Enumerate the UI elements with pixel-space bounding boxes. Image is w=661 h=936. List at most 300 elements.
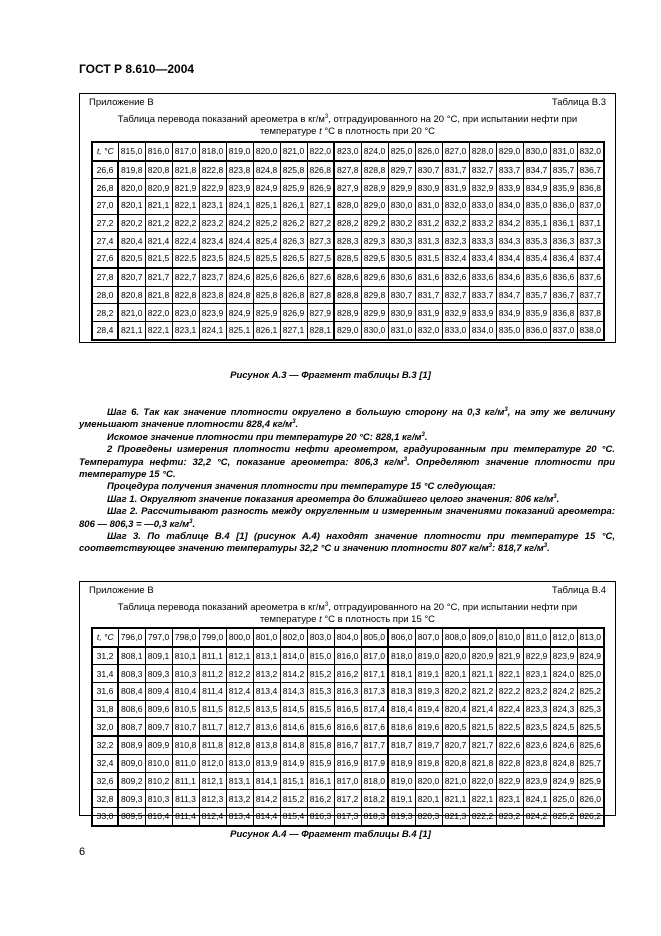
table-cell: 827,1 — [280, 321, 307, 339]
table-cell: 836,7 — [577, 161, 604, 179]
table-row — [92, 250, 604, 268]
table-cell: 816,2 — [307, 790, 334, 808]
table-cell: 811,3 — [172, 790, 199, 808]
table-cell: 827,5 — [307, 250, 334, 268]
table-cell: 812,4 — [199, 807, 226, 825]
table-cell: 817,1 — [361, 665, 388, 683]
table-cell: 811,0 — [172, 754, 199, 772]
table-cell: 835,3 — [523, 232, 550, 250]
density-header-cell: 811,0 — [523, 628, 550, 647]
table-cell: 825,9 — [280, 179, 307, 197]
table-cell: 811,7 — [199, 718, 226, 736]
table-cell: 834,0 — [469, 321, 496, 339]
table-cell: 825,7 — [577, 754, 604, 772]
table-cell: 817,6 — [361, 718, 388, 736]
table-cell: 821,5 — [145, 250, 172, 268]
table-cell: 829,7 — [388, 161, 415, 179]
table-cell: 822,4 — [172, 232, 199, 250]
body-text — [79, 407, 615, 556]
table-cell: 819,1 — [415, 665, 442, 683]
paragraph-example2: 2 Проведены измерения плотности нефти ареометром, градуированным при температуре 20 °С. Температура нефти: 32,2 °С, показание ареометра: 806,3 $кг/м^3$. Определяют значение плотности при температуре 15 °С. — [79, 444, 615, 481]
table-cell: 822,8 — [172, 286, 199, 304]
table-row — [92, 790, 604, 808]
density-header-cell: 827,0 — [442, 142, 469, 161]
table-cell: 828,8 — [334, 286, 361, 304]
table-cell: 821,8 — [469, 754, 496, 772]
table-cell: 824,2 — [550, 683, 577, 701]
table-cell: 823,8 — [199, 286, 226, 304]
table-cell: 837,3 — [577, 232, 604, 250]
density-header-cell: 812,0 — [550, 628, 577, 647]
table-cell: 832,7 — [469, 161, 496, 179]
density-header-cell: 815,0 — [118, 142, 145, 161]
table-cell: 817,9 — [361, 754, 388, 772]
density-header-cell: 831,0 — [550, 142, 577, 161]
table-cell: 810,1 — [172, 647, 199, 665]
table-cell: 815,4 — [280, 807, 307, 825]
table-cell: 824,8 — [226, 286, 253, 304]
table-cell: 822,0 — [469, 772, 496, 790]
table-cell: 820,2 — [118, 214, 145, 232]
table-cell: 822,2 — [172, 214, 199, 232]
table-cell: 820,8 — [145, 161, 172, 179]
table-cell: 821,0 — [118, 304, 145, 322]
table-cell: 829,9 — [388, 179, 415, 197]
table-cell: 822,2 — [496, 683, 523, 701]
table-cell: 813,0 — [226, 754, 253, 772]
table-cell: 832,7 — [442, 286, 469, 304]
table-cell: 836,7 — [550, 286, 577, 304]
table-cell: 820,9 — [469, 647, 496, 665]
table-cell: 813,1 — [226, 772, 253, 790]
table-cell: 824,1 — [226, 197, 253, 215]
table-cell: 822,9 — [523, 647, 550, 665]
table-row — [92, 736, 604, 754]
table-cell: 832,6 — [442, 268, 469, 286]
table-cell: 819,0 — [388, 772, 415, 790]
table-cell: 819,8 — [118, 161, 145, 179]
paragraph-step2: Шаг 2. Рассчитывают разность между округленным и измеренным значениями показаний ареометра: 806 — 806,3 = —0,3 $кг/м^3$. — [79, 506, 615, 530]
table-cell: 833,9 — [469, 304, 496, 322]
table-cell: 813,6 — [253, 718, 280, 736]
temperature-header-cell: t, °C — [92, 628, 118, 647]
table-cell: 812,8 — [226, 736, 253, 754]
table-cell: 815,0 — [307, 647, 334, 665]
paragraph-step3: Шаг 3. По таблице В.4 [1] (рисунок А.4) находят значение плотности при температуре 15 °С, соответствующее значению температуры 32,2 °С и значению плотности 807 $кг/м^3$: 818,7 $кг/м^3$. — [79, 531, 615, 555]
density-header-cell: 817,0 — [172, 142, 199, 161]
table-cell: 813,1 — [253, 647, 280, 665]
table-cell: 812,1 — [226, 647, 253, 665]
table-cell: 837,6 — [577, 268, 604, 286]
table-cell: 832,9 — [469, 179, 496, 197]
table-cell: 810,0 — [145, 754, 172, 772]
table-cell: 813,4 — [226, 807, 253, 825]
table-cell: 829,2 — [361, 214, 388, 232]
table-cell: 815,3 — [307, 683, 334, 701]
density-header-cell: 819,0 — [226, 142, 253, 161]
density-header-cell: 832,0 — [577, 142, 604, 161]
density-header-cell: 823,0 — [334, 142, 361, 161]
table-cell: 825,6 — [577, 736, 604, 754]
table-cell: 814,0 — [280, 647, 307, 665]
table-row — [92, 286, 604, 304]
table-cell: 829,8 — [361, 286, 388, 304]
table-cell: 33,0 — [92, 807, 118, 825]
table-cell: 825,6 — [253, 268, 280, 286]
table-cell: 821,4 — [469, 700, 496, 718]
table-cell: 32,0 — [92, 718, 118, 736]
table-cell: 833,2 — [469, 214, 496, 232]
table-cell: 823,8 — [226, 161, 253, 179]
table-cell: 821,7 — [145, 268, 172, 286]
table-cell: 826,8 — [307, 161, 334, 179]
table-cell: 825,2 — [550, 807, 577, 825]
table-cell: 828,2 — [334, 214, 361, 232]
table-cell: 814,4 — [253, 807, 280, 825]
table-cell: 833,7 — [469, 286, 496, 304]
density-header-cell: 797,0 — [145, 628, 172, 647]
table-cell: 812,5 — [226, 700, 253, 718]
density-header-cell: 809,0 — [469, 628, 496, 647]
table-cell: 826,9 — [280, 304, 307, 322]
table-cell: 820,8 — [442, 754, 469, 772]
table-cell: 31,6 — [92, 683, 118, 701]
table-cell: 821,2 — [469, 683, 496, 701]
table-cell: 829,3 — [361, 232, 388, 250]
table-cell: 831,5 — [415, 250, 442, 268]
table-cell: 811,8 — [199, 736, 226, 754]
table-cell: 812,2 — [226, 665, 253, 683]
table-cell: 833,7 — [496, 161, 523, 179]
density-header-cell: 796,0 — [118, 628, 145, 647]
table-cell: 815,2 — [280, 790, 307, 808]
table-cell: 822,1 — [496, 665, 523, 683]
table-cell: 28,0 — [92, 286, 118, 304]
table-cell: 813,8 — [253, 736, 280, 754]
table-cell: 811,5 — [199, 700, 226, 718]
table-cell: 822,4 — [496, 700, 523, 718]
table-cell: 834,7 — [523, 161, 550, 179]
density-header-cell: 818,0 — [199, 142, 226, 161]
table-row — [92, 807, 604, 825]
table-cell: 809,7 — [145, 718, 172, 736]
table-cell: 816,6 — [334, 718, 361, 736]
table-cell: 823,9 — [226, 179, 253, 197]
table-cell: 828,0 — [334, 197, 361, 215]
table-caption-line1: Таблица перевода показаний ареометра в $кг/м^3$, отградуированного на 20 °С, при испытании нефти при — [117, 602, 578, 613]
table-cell: 823,9 — [199, 304, 226, 322]
table-cell: 820,0 — [118, 179, 145, 197]
table-cell: 821,7 — [469, 736, 496, 754]
table-cell: 834,2 — [496, 214, 523, 232]
table-cell: 824,5 — [226, 250, 253, 268]
table-cell: 814,2 — [253, 790, 280, 808]
table-cell: 811,4 — [172, 807, 199, 825]
table-cell: 814,9 — [280, 754, 307, 772]
table-cell: 821,8 — [145, 286, 172, 304]
table-cell: 811,2 — [199, 665, 226, 683]
table-cell: 833,4 — [469, 250, 496, 268]
paragraph-step6: Шаг 6. Так как значение плотности округлено в большую сторону на 0,3 $кг/м^3$, на эту же величину уменьшают значение плотности 828,4 $кг/м^3$. — [79, 407, 615, 431]
table-cell: 823,7 — [199, 268, 226, 286]
table-cell: 823,2 — [496, 807, 523, 825]
density-header-cell: 800,0 — [226, 628, 253, 647]
table-cell: 836,6 — [550, 268, 577, 286]
table-cell: 824,8 — [550, 754, 577, 772]
table-cell: 819,1 — [388, 790, 415, 808]
table-cell: 825,0 — [577, 665, 604, 683]
table-row — [92, 700, 604, 718]
table-cell: 837,8 — [577, 304, 604, 322]
table-cell: 836,8 — [550, 304, 577, 322]
table-row — [92, 268, 604, 286]
table-cell: 819,6 — [415, 718, 442, 736]
table-cell: 834,4 — [496, 250, 523, 268]
table-cell: 820,2 — [442, 683, 469, 701]
table-cell: 834,0 — [496, 197, 523, 215]
table-cell: 825,1 — [226, 321, 253, 339]
table-cell: 816,5 — [334, 700, 361, 718]
table-cell: 836,4 — [550, 250, 577, 268]
table-cell: 826,2 — [280, 214, 307, 232]
table-cell: 835,6 — [523, 268, 550, 286]
table-cell: 813,9 — [253, 754, 280, 772]
table-cell: 834,9 — [523, 179, 550, 197]
table-cell: 836,8 — [577, 179, 604, 197]
table-cell: 838,0 — [577, 321, 604, 339]
table-cell: 827,9 — [307, 304, 334, 322]
table-cell: 816,7 — [334, 736, 361, 754]
table-cell: 824,5 — [550, 718, 577, 736]
table-cell: 826,3 — [280, 232, 307, 250]
table-cell: 815,8 — [307, 736, 334, 754]
table-cell: 818,7 — [388, 736, 415, 754]
density-header-cell: 807,0 — [415, 628, 442, 647]
density-header-cell: 804,0 — [334, 628, 361, 647]
table-cell: 817,3 — [334, 807, 361, 825]
table-cell: 835,7 — [550, 161, 577, 179]
figure-caption-a4: Рисунок А.4 — Фрагмент таблицы В.4 [1] — [230, 829, 431, 840]
density-header-cell: 822,0 — [307, 142, 334, 161]
table-cell: 813,4 — [253, 683, 280, 701]
table-cell: 28,4 — [92, 321, 118, 339]
table-cell: 832,0 — [442, 197, 469, 215]
table-cell: 821,3 — [442, 807, 469, 825]
table-cell: 837,1 — [577, 214, 604, 232]
table-cell: 828,9 — [334, 304, 361, 322]
table-cell: 825,3 — [577, 700, 604, 718]
table-cell: 825,5 — [577, 718, 604, 736]
page-number: 6 — [79, 846, 86, 858]
table-cell: 822,5 — [496, 718, 523, 736]
table-cell: 829,5 — [361, 250, 388, 268]
table-row — [92, 683, 604, 701]
density-header-cell: 826,0 — [415, 142, 442, 161]
density-header-cell: 802,0 — [280, 628, 307, 647]
table-cell: 829,0 — [361, 197, 388, 215]
table-cell: 831,0 — [415, 197, 442, 215]
table-cell: 833,6 — [469, 268, 496, 286]
table-cell: 826,1 — [280, 197, 307, 215]
table-cell: 822,9 — [199, 179, 226, 197]
table-cell: 27,4 — [92, 232, 118, 250]
table-cell: 831,7 — [415, 286, 442, 304]
table-cell: 820,0 — [415, 772, 442, 790]
density-header-cell: 830,0 — [523, 142, 550, 161]
density-header-cell: 805,0 — [361, 628, 388, 647]
table-cell: 826,5 — [280, 250, 307, 268]
table-cell: 825,4 — [253, 232, 280, 250]
table-row — [92, 718, 604, 736]
table-cell: 836,0 — [523, 321, 550, 339]
table-cell: 26,6 — [92, 161, 118, 179]
table-cell: 824,9 — [577, 647, 604, 665]
table-cell: 820,1 — [442, 665, 469, 683]
table-cell: 825,2 — [577, 683, 604, 701]
table-cell: 833,3 — [469, 232, 496, 250]
table-cell: 817,3 — [361, 683, 388, 701]
table-cell: 824,3 — [550, 700, 577, 718]
figure-caption-a3: Рисунок А.3 — Фрагмент таблицы В.3 [1] — [230, 370, 431, 381]
table-figure-b3 — [79, 93, 616, 343]
table-cell: 809,6 — [145, 700, 172, 718]
density-header-cell: 803,0 — [307, 628, 334, 647]
table-cell: 812,1 — [199, 772, 226, 790]
table-cell: 32,8 — [92, 790, 118, 808]
density-header-cell: 824,0 — [361, 142, 388, 161]
table-cell: 830,0 — [388, 197, 415, 215]
table-cell: 826,1 — [253, 321, 280, 339]
table-cell: 824,9 — [226, 304, 253, 322]
table-cell: 825,2 — [253, 214, 280, 232]
table-cell: 812,4 — [226, 683, 253, 701]
table-cell: 825,1 — [253, 197, 280, 215]
table-cell: 820,4 — [442, 700, 469, 718]
table-cell: 821,8 — [172, 161, 199, 179]
table-cell: 827,8 — [334, 161, 361, 179]
table-cell: 832,9 — [442, 304, 469, 322]
table-cell: 813,2 — [253, 665, 280, 683]
table-cell: 835,9 — [550, 179, 577, 197]
density-header-cell: 829,0 — [496, 142, 523, 161]
density-header-cell: 799,0 — [199, 628, 226, 647]
table-number: Таблица В.3 — [551, 97, 606, 108]
table-cell: 822,8 — [199, 161, 226, 179]
table-cell: 820,5 — [118, 250, 145, 268]
table-cell: 815,5 — [307, 700, 334, 718]
table-cell: 816,9 — [334, 754, 361, 772]
table-cell: 820,7 — [442, 736, 469, 754]
density-header-cell: 810,0 — [496, 628, 523, 647]
table-cell: 830,7 — [388, 286, 415, 304]
table-cell: 836,3 — [550, 232, 577, 250]
table-cell: 826,9 — [307, 179, 334, 197]
table-cell: 837,0 — [550, 321, 577, 339]
table-cell: 826,6 — [280, 268, 307, 286]
table-cell: 837,0 — [577, 197, 604, 215]
table-cell: 828,3 — [334, 232, 361, 250]
table-cell: 827,3 — [307, 232, 334, 250]
table-cell: 809,9 — [145, 736, 172, 754]
table-row — [92, 197, 604, 215]
table-cell: 830,9 — [415, 179, 442, 197]
table-cell: 830,0 — [361, 321, 388, 339]
table-cell: 811,1 — [199, 647, 226, 665]
table-cell: 817,2 — [334, 790, 361, 808]
table-cell: 821,1 — [145, 197, 172, 215]
table-cell: 818,1 — [388, 665, 415, 683]
table-cell: 835,0 — [496, 321, 523, 339]
table-row — [92, 304, 604, 322]
table-caption-line2: температуре t °С в плотность при 15 °С — [259, 614, 436, 625]
table-cell: 833,0 — [442, 321, 469, 339]
table-cell: 817,0 — [334, 772, 361, 790]
table-cell: 824,6 — [550, 736, 577, 754]
table-cell: 821,9 — [172, 179, 199, 197]
table-cell: 828,6 — [334, 268, 361, 286]
table-cell: 823,5 — [199, 250, 226, 268]
table-cell: 809,0 — [118, 754, 145, 772]
table-cell: 814,5 — [280, 700, 307, 718]
table-cell: 31,4 — [92, 665, 118, 683]
table-cell: 823,6 — [523, 736, 550, 754]
table-cell: 814,6 — [280, 718, 307, 736]
table-cell: 828,5 — [334, 250, 361, 268]
table-cell: 835,0 — [523, 197, 550, 215]
table-cell: 816,0 — [334, 647, 361, 665]
table-cell: 835,1 — [523, 214, 550, 232]
table-cell: 819,3 — [415, 683, 442, 701]
table-cell: 820,1 — [415, 790, 442, 808]
table-cell: 819,4 — [415, 700, 442, 718]
table-cell: 808,9 — [118, 736, 145, 754]
table-cell: 834,9 — [496, 304, 523, 322]
table-cell: 834,6 — [496, 268, 523, 286]
table-header-row — [92, 628, 604, 647]
table-cell: 831,7 — [442, 161, 469, 179]
table-cell: 817,0 — [361, 647, 388, 665]
table-cell: 818,3 — [361, 807, 388, 825]
table-cell: 830,5 — [388, 250, 415, 268]
table-cell: 824,1 — [199, 321, 226, 339]
table-cell: 818,0 — [361, 772, 388, 790]
table-cell: 831,9 — [442, 179, 469, 197]
table-cell: 829,0 — [334, 321, 361, 339]
density-header-cell: 816,0 — [145, 142, 172, 161]
table-cell: 822,7 — [172, 268, 199, 286]
table-cell: 815,2 — [307, 665, 334, 683]
table-cell: 823,2 — [523, 683, 550, 701]
table-cell: 820,0 — [442, 647, 469, 665]
table-cell: 830,2 — [388, 214, 415, 232]
table-row — [92, 665, 604, 683]
density-table-b4 — [91, 627, 605, 827]
table-cell: 824,8 — [253, 161, 280, 179]
table-cell: 27,0 — [92, 197, 118, 215]
table-cell: 808,6 — [118, 700, 145, 718]
table-cell: 28,2 — [92, 304, 118, 322]
table-cell: 824,9 — [550, 772, 577, 790]
table-cell: 821,9 — [496, 647, 523, 665]
table-cell: 820,9 — [145, 179, 172, 197]
table-cell: 808,1 — [118, 647, 145, 665]
table-cell: 821,1 — [442, 790, 469, 808]
table-cell: 827,6 — [307, 268, 334, 286]
table-header-row — [92, 142, 604, 161]
table-cell: 31,8 — [92, 700, 118, 718]
table-cell: 836,0 — [550, 197, 577, 215]
table-cell: 814,8 — [280, 736, 307, 754]
